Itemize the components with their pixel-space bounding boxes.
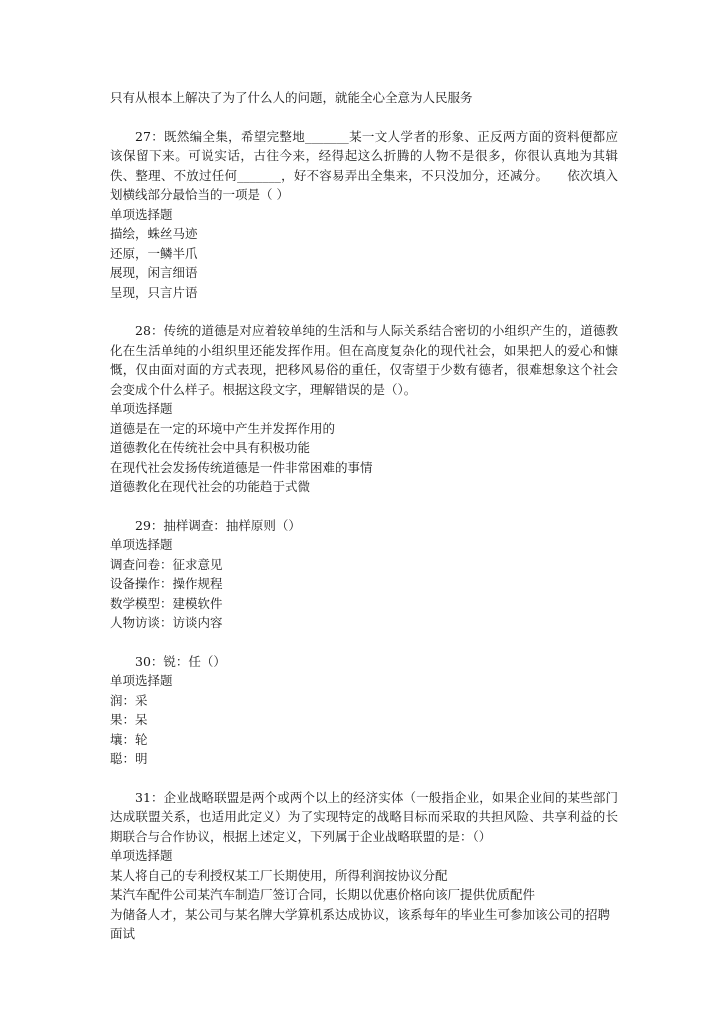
option-b: 道德教化在传统社会中具有积极功能 (110, 440, 311, 455)
option-a: 某人将自己的专利授权某工厂长期使用，所得利润按协议分配 (110, 867, 448, 883)
question-type: 单项选择题 (110, 848, 173, 863)
option-list (110, 691, 618, 769)
question-29 (110, 516, 618, 633)
question-type: 单项选择题 (110, 673, 173, 688)
option-a: 调查问卷：征求意见 (110, 556, 223, 572)
option-d: 道德教化在现代社会的功能趋于式微 (110, 479, 311, 494)
question-30 (110, 652, 618, 769)
option-a: 描绘，蛛丝马迹 (110, 226, 198, 241)
question-stem: 29：抽样调查：抽样原则（） (135, 517, 301, 533)
question-stem: 30：锐：任（） (135, 653, 226, 669)
option-d: 人物访谈：访谈内容 (110, 615, 223, 630)
option-c: 为储备人才，某公司与某名牌大学算机系达成协议，该系每年的毕业生可参加该公司的招聘面试 (110, 906, 611, 941)
question-type: 单项选择题 (110, 537, 173, 552)
question-31 (110, 788, 618, 944)
option-d: 呈现，只言片语 (110, 284, 198, 300)
option-list (110, 224, 618, 302)
option-b: 还原，一鳞半爪 (110, 245, 198, 261)
option-a: 道德是在一定的环境中产生并发挥作用的 (110, 420, 336, 436)
question-stem: 27：既然编全集，希望完整地_______某一文人学者的形象、正反两方面的资料便都应该保留下来。可说实话，古往今来，经得起这么折腾的人物不是很多，你很认真地为其辑佚、整理、不放过任何_______，好不容易弄出全集来，不只没加分，还减分。 依次填入划横线部分最恰当的一项是（ ） (110, 128, 618, 202)
option-list (110, 555, 618, 633)
option-b: 果：呆 (110, 712, 148, 727)
question-type: 单项选择题 (110, 206, 173, 222)
option-c: 在现代社会发扬传统道德是一件非常困难的事情 (110, 459, 373, 475)
question-28 (110, 321, 618, 497)
question-stem: 28：传统的道德是对应着较单纯的生活和与人际关系结合密切的小组织产生的，道德教化在生活单纯的小组织里还能发挥作用。但在高度复杂化的现代社会，如果把人的爱心和慷慨，仅由面对面的方式表现，把移风易俗的重任，仅寄望于少数有德者，很难想象这个社会会变成个什么样子。根据这段文字，理解错误的是（）。 (110, 323, 618, 397)
option-a: 润：采 (110, 692, 148, 708)
option-c: 数学模型：建模软件 (110, 595, 223, 611)
question-27 (110, 127, 618, 303)
question-stem: 31：企业战略联盟是两个或两个以上的经济实体（一般指企业，如果企业间的某些部门达成联盟关系，也适用此定义）为了实现特定的战略目标而采取的共担风险、共享利益的长期联合与合作协议，根据上述定义，下列属于企业战略联盟的是：（） (110, 789, 618, 844)
option-d: 聪：明 (110, 751, 148, 766)
option-c: 展现，闲言细语 (110, 265, 198, 280)
option-b: 某汽车配件公司某汽车制造厂签订合同，长期以优惠价格向该厂提供优质配件 (110, 887, 536, 902)
option-list (110, 866, 618, 944)
option-c: 壤：轮 (110, 731, 148, 747)
question-type: 单项选择题 (110, 401, 173, 416)
option-b: 设备操作：操作规程 (110, 576, 223, 591)
intro-text: 只有从根本上解决了为了什么人的问题，就能全心全意为人民服务 (110, 90, 473, 105)
document-content (110, 88, 618, 944)
option-list (110, 419, 618, 497)
